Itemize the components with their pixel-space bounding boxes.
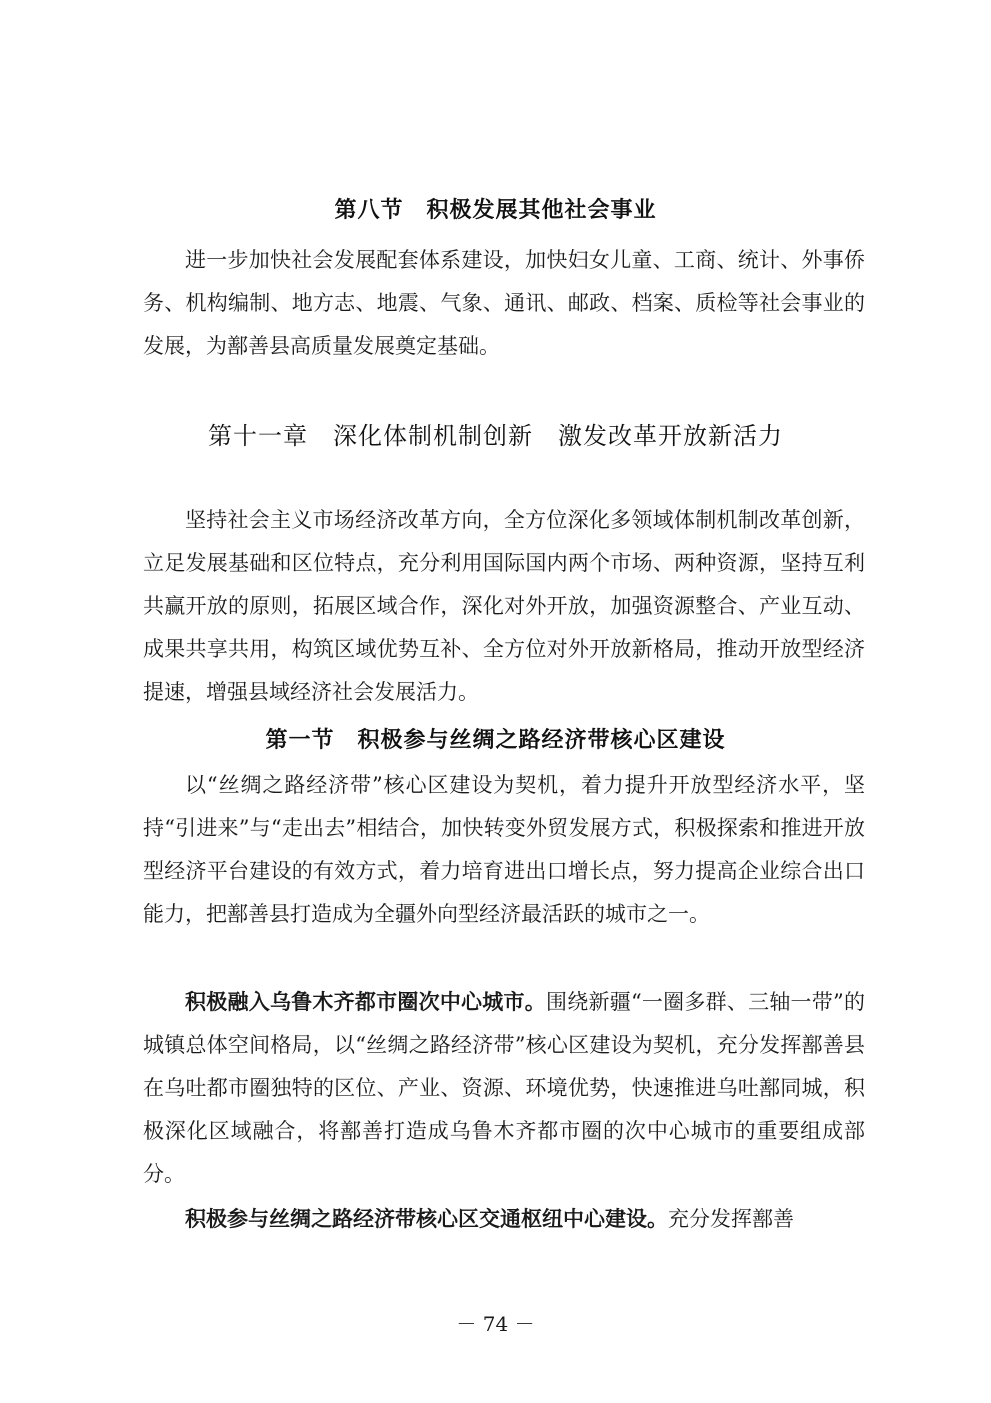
paragraph-2-body: 围绕新疆“一圈多群、三轴一带”的城镇总体空间格局，以“丝绸之路经济带”核心区建设为契机，充分发挥鄯善县在乌吐都市圈独特的区位、产业、资源、环境优势，快速推进乌吐鄯同城，积极深化区域融合，将鄯善打造成乌鲁木齐都市圈的次中心城市的重要组成部分。 — [143, 990, 865, 1186]
section-1-title: 第一节 积极参与丝绸之路经济带核心区建设 — [265, 728, 726, 753]
paragraph-3-lead: 积极参与丝绸之路经济带核心区交通枢纽中心建设。 — [185, 1207, 668, 1231]
chapter-11-intro: 坚持社会主义市场经济改革方向，全方位深化多领域体制机制改革创新，立足发展基础和区位特点，充分利用国际国内两个市场、两种资源，坚持互利共赢开放的原则，拓展区域合作，深化对外开放，加强资源整合、产业互动、成果共享共用，构筑区域优势互补、全方位对外开放新格局，推动开放型经济提速，增强县域经济社会发展活力。 — [143, 508, 865, 704]
section-1-paragraph-3 — [143, 1198, 865, 1241]
paragraph-2-lead: 积极融入乌鲁木齐都市圈次中心城市。 — [185, 990, 546, 1014]
paragraph-3-body: 充分发挥鄯善 — [668, 1207, 794, 1231]
section-1-paragraph-2 — [143, 981, 865, 1196]
section-8-title: 第八节 积极发展其他社会事业 — [334, 198, 657, 223]
section-1-body: 以“丝绸之路经济带”核心区建设为契机，着力提升开放型经济水平，坚持“引进来”与“走出去”相结合，加快转变外贸发展方式，积极探索和推进开放型经济平台建设的有效方式，着力培育进出口增长点，努力提高企业综合出口能力，把鄯善县打造成为全疆外向型经济最活跃的城市之一。 — [143, 773, 865, 926]
page-number: － 74 － — [456, 1312, 535, 1336]
section-8-body: 进一步加快社会发展配套体系建设，加快妇女儿童、工商、统计、外事侨务、机构编制、地方志、地震、气象、通讯、邮政、档案、质检等社会事业的发展，为鄯善县高质量发展奠定基础。 — [143, 248, 865, 358]
chapter-11-title: 第十一章 深化体制机制创新 激发改革开放新活力 — [208, 422, 783, 450]
